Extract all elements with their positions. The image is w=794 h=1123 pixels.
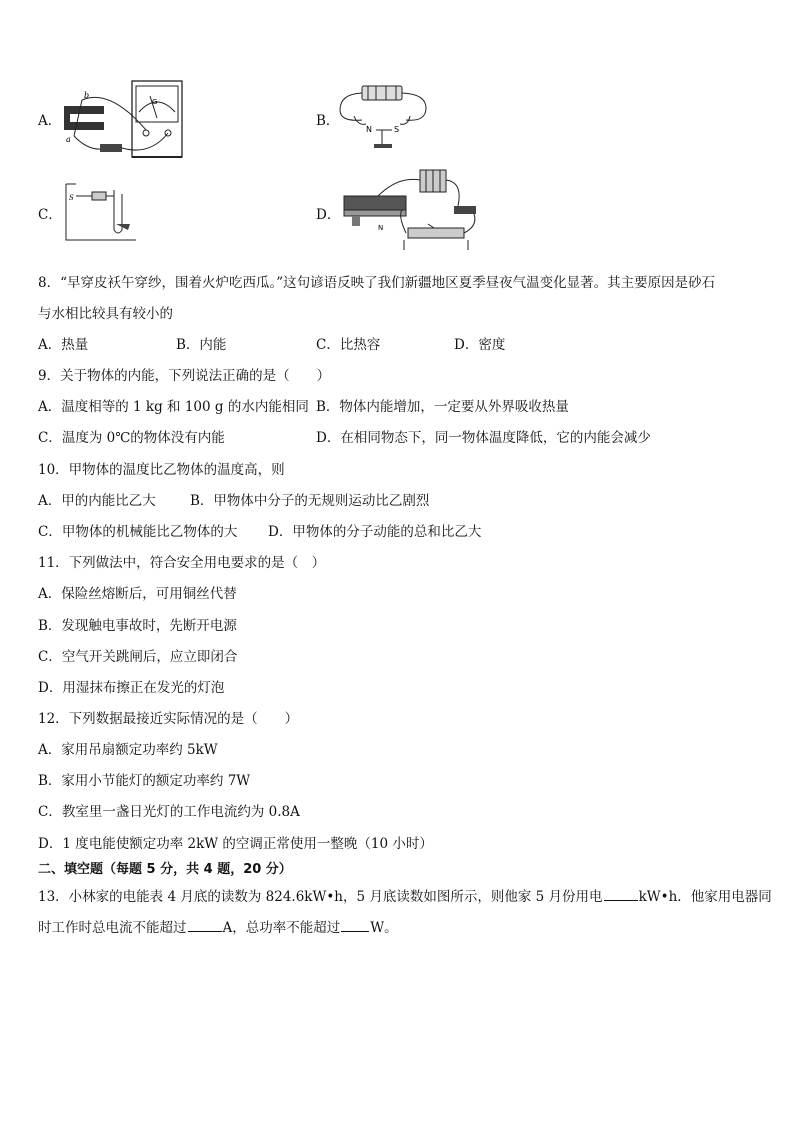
q8-option-b: B．内能 <box>176 337 227 353</box>
q7-figure-d <box>338 166 488 256</box>
q13-line2 <box>38 916 398 936</box>
q13-blank-1[interactable] <box>604 888 638 901</box>
q9-option-b: B．物体内能增加，一定要从外界吸收热量 <box>316 399 569 415</box>
q8-stem-line1: 8．“早穿皮袄午穿纱，围着火炉吃西瓜。”这句谚语反映了我们新疆地区夏季昼夜气温变化显著。其主要原因是砂石 <box>38 275 716 291</box>
q7-option-d-label: D． <box>316 207 341 223</box>
svg-text:S: S <box>69 194 74 202</box>
svg-text:N: N <box>378 224 384 232</box>
q10-stem: 10．甲物体的温度比乙物体的温度高，则 <box>38 462 285 478</box>
q13-text-2c: W。 <box>370 920 398 936</box>
q8-option-d: D．密度 <box>454 337 506 353</box>
q12-option-d: D．1 度电能使额定功率 2kW 的空调正常使用一整晚（10 小时） <box>38 836 433 852</box>
q7-figure-a <box>60 78 185 160</box>
q10-option-c: C．甲物体的机械能比乙物体的大 <box>38 524 238 540</box>
svg-text:a: a <box>66 135 71 144</box>
q9-option-d: D．在相同物态下，同一物体温度降低，它的内能会减少 <box>316 430 651 446</box>
q13-blank-3[interactable] <box>341 919 369 932</box>
q10-option-d: D．甲物体的分子动能的总和比乙大 <box>268 524 482 540</box>
q12-option-b: B．家用小节能灯的额定功率约 7W <box>38 773 251 789</box>
q7-option-c-label: C． <box>38 207 62 223</box>
svg-text:b: b <box>84 91 90 100</box>
svg-text:S: S <box>394 125 400 134</box>
section-title-fill-in: 二、填空题（每题 5 分，共 4 题，20 分） <box>38 862 292 877</box>
q11-option-a: A．保险丝熔断后，可用铜丝代替 <box>38 586 237 602</box>
q10-option-b: B．甲物体中分子的无规则运动比乙剧烈 <box>190 493 430 509</box>
q11-stem: 11．下列做法中，符合安全用电要求的是（ ） <box>38 555 326 571</box>
q7-figure-c <box>62 180 140 242</box>
q7-figure-b <box>336 80 428 152</box>
q9-option-a: A．温度相等的 1 kg 和 100 g 的水内能相同 <box>38 399 309 415</box>
q13-text-2a: 时工作时总电流不能超过 <box>38 920 187 936</box>
q8-option-a: A．热量 <box>38 337 89 353</box>
q8-option-c: C．比热容 <box>316 337 381 353</box>
q12-option-a: A．家用吊扇额定功率约 5kW <box>38 742 218 758</box>
q12-stem: 12．下列数据最接近实际情况的是（ ） <box>38 711 299 727</box>
q13-text-1b: kW•h．他家用电器同 <box>638 889 772 905</box>
q11-option-d: D．用湿抹布擦正在发光的灯泡 <box>38 680 225 696</box>
q12-option-c: C．教室里一盏日光灯的工作电流约为 0.8A <box>38 804 300 820</box>
q11-option-c: C．空气开关跳闸后，应立即闭合 <box>38 649 238 665</box>
svg-text:G: G <box>152 98 158 106</box>
q9-option-c: C．温度为 0℃的物体没有内能 <box>38 430 225 446</box>
q7-option-a-label: A． <box>38 113 62 129</box>
q11-option-b: B．发现触电事故时，先断开电源 <box>38 618 237 634</box>
q13-line1 <box>38 885 772 905</box>
q13-text-1a: 13．小林家的电能表 4 月底的读数为 824.6kW•h，5 月底读数如图所示，则他家 5 月份用电 <box>38 889 603 905</box>
q8-stem-line2: 与水相比较具有较小的 <box>38 306 173 322</box>
q9-stem: 9．关于物体的内能，下列说法正确的是（ ） <box>38 368 331 384</box>
svg-text:N: N <box>366 125 372 134</box>
q7-option-b-label: B． <box>316 113 340 129</box>
q13-blank-2[interactable] <box>188 919 222 932</box>
q13-text-2b: A，总功率不能超过 <box>222 920 341 936</box>
q10-option-a: A．甲的内能比乙大 <box>38 493 156 509</box>
